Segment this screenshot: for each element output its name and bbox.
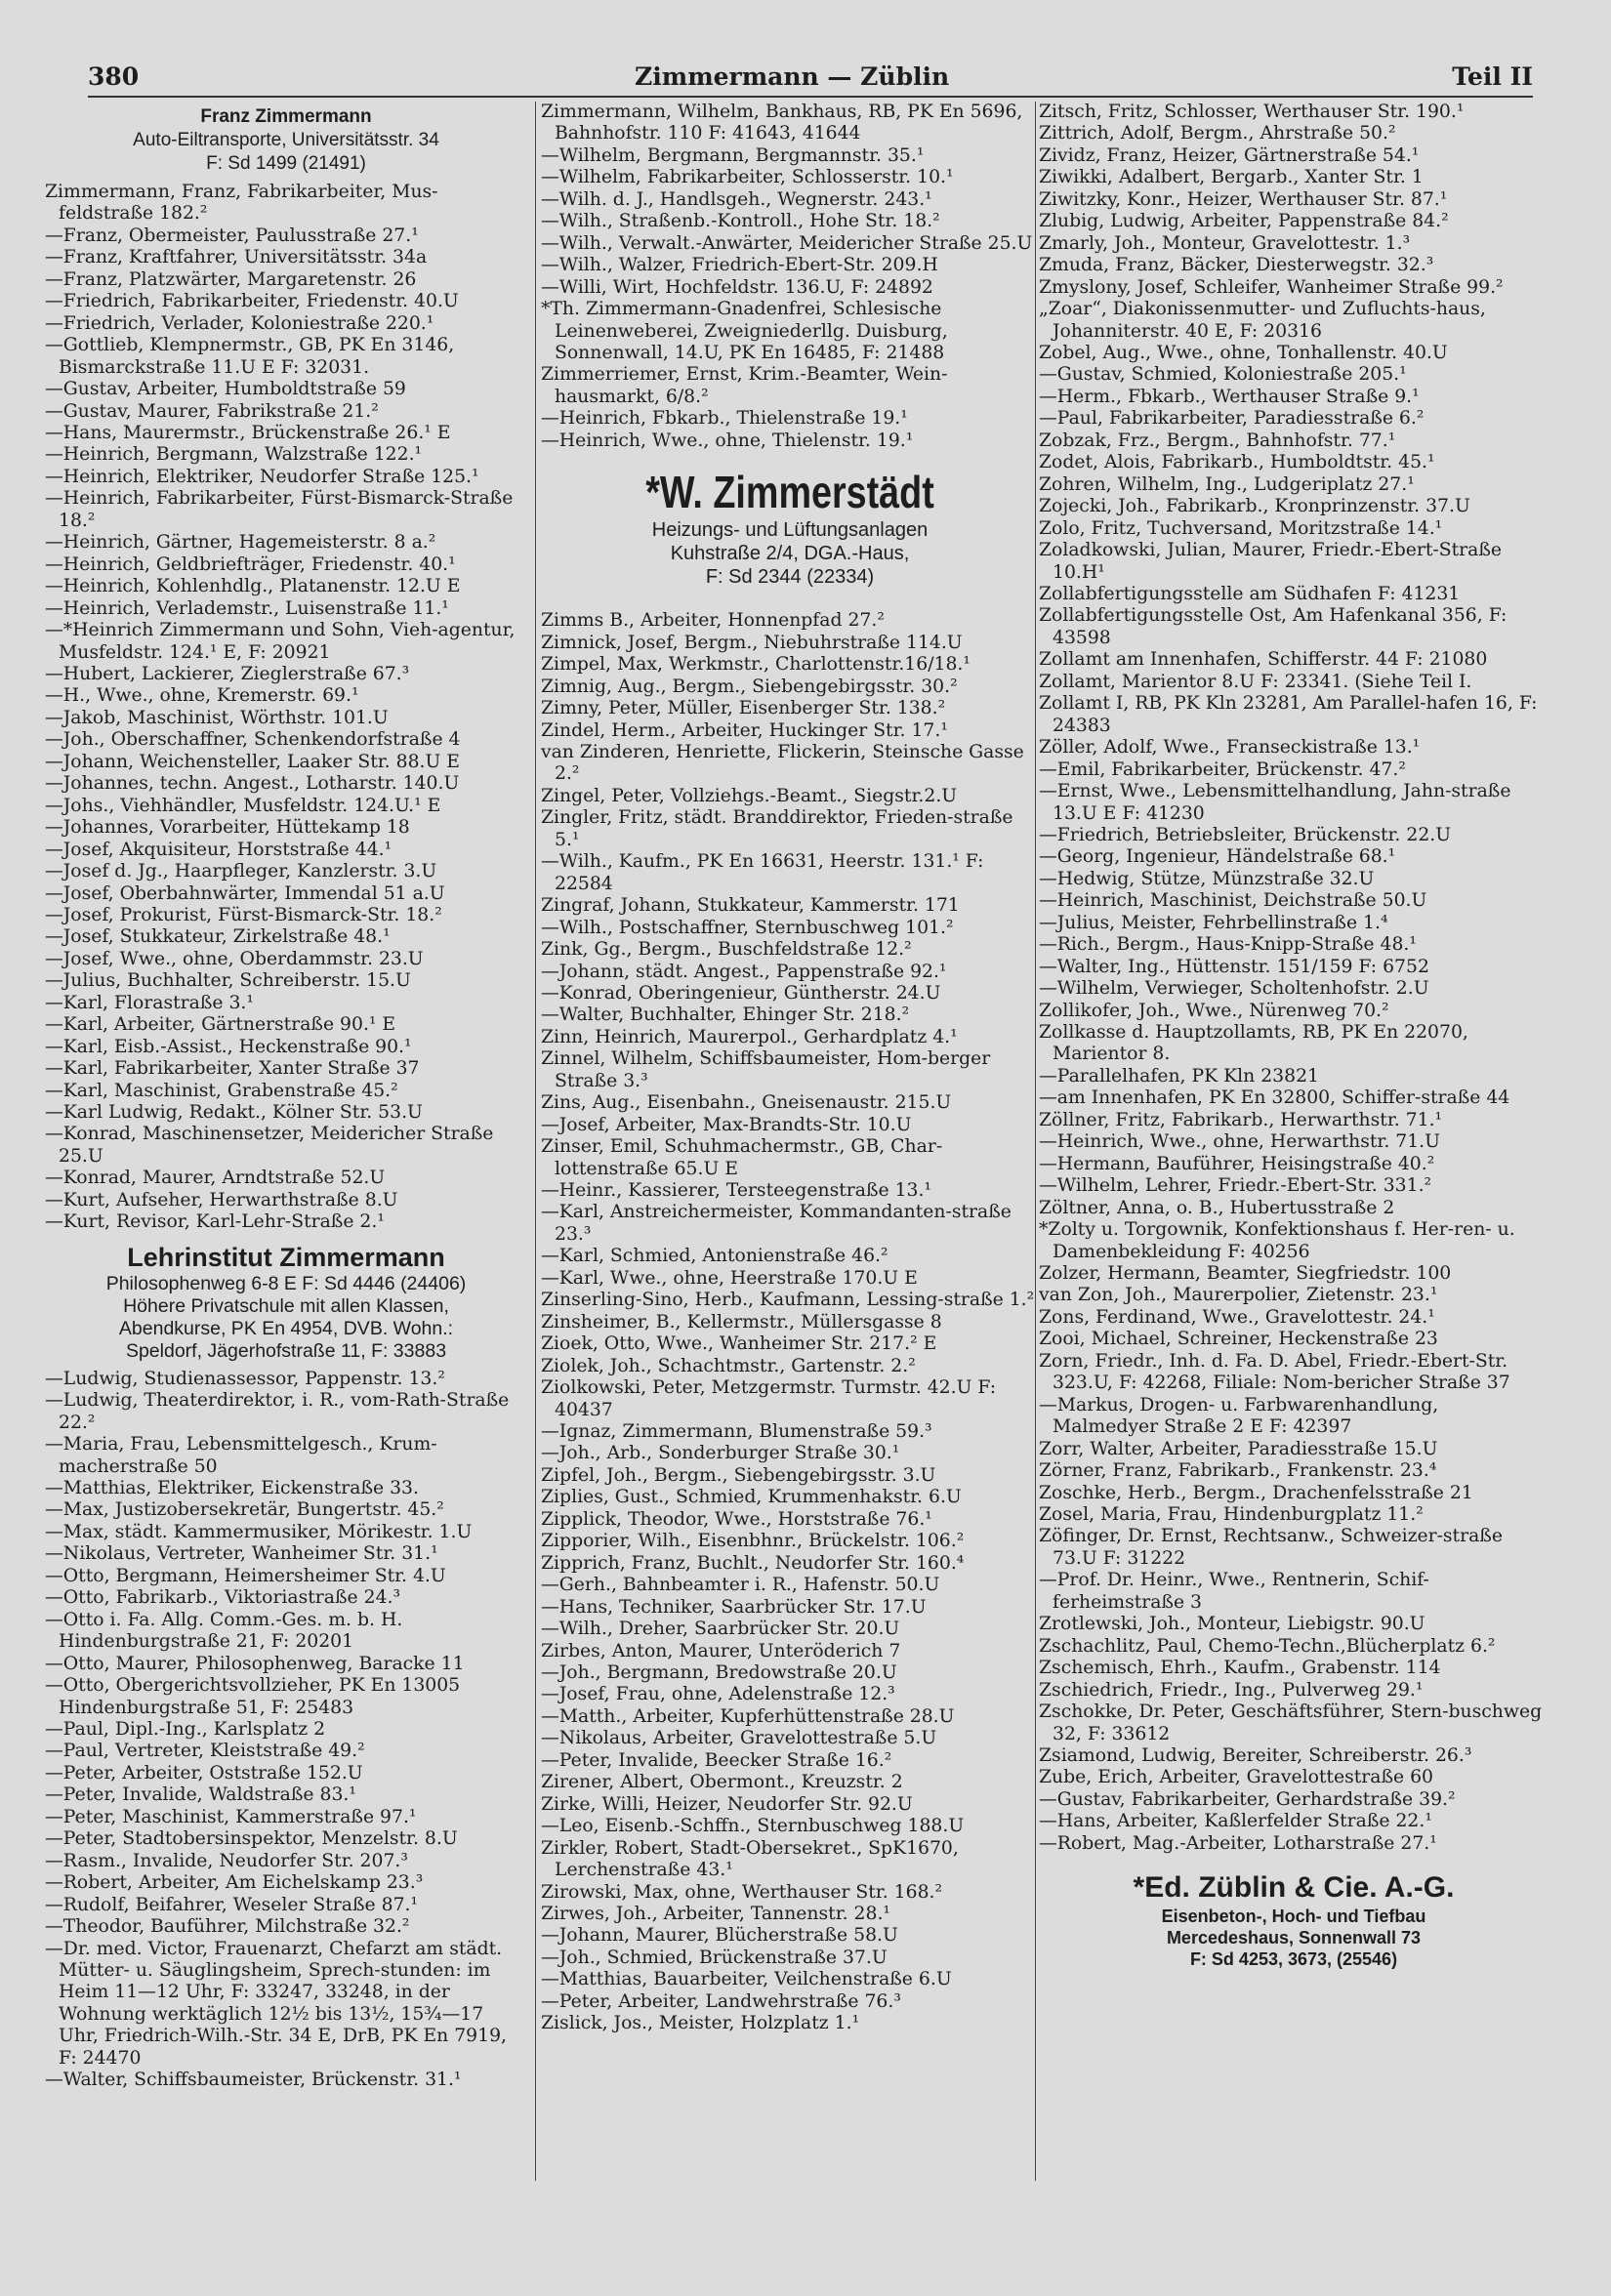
directory-entry: Zipporier, Wilh., Eisenbhnr., Brückelstr. 106.² (541, 1531, 965, 1552)
ad-line: Eisenbeton-, Hoch- und Tiefbau (1161, 1906, 1426, 1927)
directory-entry: Zipfel, Joh., Bergm., Siebengebirgsstr. 3.U (541, 1464, 936, 1486)
directory-entry: Zooi, Michael, Schreiner, Heckenstraße 23 (1039, 1329, 1438, 1350)
directory-entry: —Walter, Schiffsbaumeister, Brückenstr. 31.¹ (45, 2070, 462, 2091)
directory-entry: —Joh., Arb., Sonderburger Straße 30.¹ (541, 1443, 900, 1464)
directory-entry: Zirkler, Robert, Stadt-Obersekret., SpK1670, Lerchenstraße 43.¹ (541, 1837, 959, 1881)
ad-line: Philosophenweg 6-8 E F: Sd 4446 (24406) (105, 1272, 467, 1294)
directory-entry: Zimpel, Max, Werkmstr., Charlottenstr.16/18.¹ (541, 654, 971, 676)
directory-entry: —Peter, Arbeiter, Landwehrstraße 76.³ (541, 1990, 901, 2012)
directory-entry: van Zon, Joh., Maurerpolier, Zietenstr. 23.¹ (1039, 1285, 1438, 1306)
ad-line: F: Sd 1499 (21491) (206, 153, 366, 174)
directory-entry: Zojecki, Joh., Fabrikarb., Kronprinzenstr. 37.U (1039, 496, 1470, 517)
directory-entry: —Otto, Maurer, Philosophenweg, Baracke 11 (45, 1653, 465, 1674)
directory-entry: —Rudolf, Beifahrer, Weseler Straße 87.¹ (45, 1894, 419, 1915)
directory-entry: —Ernst, Wwe., Lebensmittelhandlung, Jahn-straße 13.U E F: 41230 (1039, 781, 1511, 824)
directory-entry: —Paul, Dipl.-Ing., Karlsplatz 2 (45, 1719, 326, 1740)
column-1 (45, 102, 527, 2181)
directory-entries (45, 182, 527, 1234)
directory-entry: Zittrich, Adolf, Bergm., Ahrstraße 50.² (1039, 123, 1396, 144)
directory-entry: Zosel, Maria, Frau, Hindenburgplatz 11.² (1039, 1504, 1424, 1525)
directory-entry: Zrotlewski, Joh., Monteur, Liebigstr. 90.U (1039, 1614, 1425, 1635)
directory-entry: Zimmermann, Franz, Fabrikarbeiter, Mus-feldstraße 182.² (45, 182, 438, 225)
directory-entry: Zmyslony, Josef, Schleifer, Wanheimer Straße 99.² (1039, 276, 1504, 298)
directory-entry: —Matthias, Bauarbeiter, Veilchenstraße 6.U (541, 1969, 952, 1990)
directory-entry: Zollabfertigungsstelle am Südhafen F: 41231 (1039, 583, 1461, 604)
directory-entry: Zinn, Heinrich, Maurerpol., Gerhardplatz 4.¹ (541, 1026, 958, 1047)
directory-entry: —Wilhelm, Fabrikarbeiter, Schlosserstr. 10.¹ (541, 167, 954, 188)
directory-entry: —Ludwig, Studienassessor, Pappenstr. 13.² (45, 1368, 445, 1389)
directory-entry: —Gerh., Bahnbeamter i. R., Hafenstr. 50.U (541, 1575, 940, 1596)
directory-entry: —Wilh. d. J., Handlsgeh., Wegnerstr. 243.¹ (541, 188, 932, 210)
directory-entry: —Wilh., Walzer, Friedrich-Ebert-Str. 209.H (541, 255, 938, 276)
directory-entry: Zollabfertigungsstelle Ost, Am Hafenkanal 356, F: 43598 (1039, 605, 1508, 648)
directory-entry: —Karl, Wwe., ohne, Heerstraße 170.U E (541, 1267, 918, 1289)
directory-entry: —Nikolaus, Arbeiter, Gravelottestraße 5.U (541, 1728, 937, 1749)
directory-entry: —Heinrich, Elektriker, Neudorfer Straße 125.¹ (45, 466, 479, 487)
directory-entry: Zollamt I, RB, PK Kln 23281, Am Parallel-hafen 16, F: 24383 (1039, 693, 1538, 736)
directory-entry: Zimmerriemer, Ernst, Krim.-Beamter, Wein-hausmarkt, 6/8.² (541, 364, 948, 407)
ad-name: *Ed. Züblin & Cie. A.-G. (1133, 1871, 1455, 1905)
directory-entry: Zimms B., Arbeiter, Honnenpfad 27.² (541, 610, 885, 632)
directory-entry: —Wilh., Kaufm., PK En 16631, Heerstr. 131.¹ F: 22584 (541, 851, 984, 894)
ad-line: F: Sd 4253, 3673, (25546) (1189, 1949, 1398, 1970)
directory-entry: —Kurt, Aufseher, Herwarthstraße 8.U (45, 1189, 398, 1210)
directory-entry: —Heinrich, Gärtner, Hagemeisterstr. 8 a.² (45, 532, 436, 554)
directory-entry: Zollamt, Marientor 8.U F: 23341. (Siehe Teil I. (1039, 671, 1472, 692)
directory-entry: Zschemisch, Ehrh., Kaufm., Grabenstr. 114 (1039, 1658, 1441, 1679)
directory-entry: Zoschke, Herb., Bergm., Drachenfelsstraße 21 (1039, 1482, 1473, 1503)
directory-entry: —Johannes, techn. Angest., Lotharstr. 140.U (45, 773, 460, 795)
directory-entry: —Josef, Wwe., ohne, Oberdammstr. 23.U (45, 948, 424, 969)
directory-entry: —Kurt, Revisor, Karl-Lehr-Straße 2.¹ (45, 1211, 385, 1233)
directory-entry: —Peter, Arbeiter, Oststraße 152.U (45, 1762, 363, 1784)
directory-entry: —Joh., Bergmann, Bredowstraße 20.U (541, 1662, 897, 1683)
ad-name: Franz Zimmermann (200, 106, 372, 127)
column-divider (535, 102, 536, 2181)
directory-entry: Zorr, Walter, Arbeiter, Paradiesstraße 15.U (1039, 1438, 1438, 1459)
ad-line: Mercedeshaus, Sonnenwall 73 (1166, 1928, 1422, 1948)
directory-entry: Zirowski, Max, ohne, Werthauser Str. 168.² (541, 1881, 943, 1903)
directory-entry: —Georg, Ingenieur, Händelstraße 68.¹ (1039, 846, 1396, 868)
directory-entry: Zollamt am Innenhafen, Schifferstr. 44 F: 21080 (1039, 649, 1488, 671)
directory-entry: —Wilh., Verwalt.-Anwärter, Meidericher Straße 25.U (541, 232, 1033, 254)
directory-entry: —Herm., Fbkarb., Werthauser Straße 9.¹ (1039, 386, 1420, 407)
directory-entry: —Theodor, Bauführer, Milchstraße 32.² (45, 1916, 410, 1938)
directory-entry: Zioek, Otto, Wwe., Wanheimer Str. 217.² E (541, 1333, 937, 1355)
directory-entry: —Friedrich, Verlader, Koloniestraße 220.¹ (45, 312, 434, 334)
directory-entry: —Konrad, Oberingenieur, Güntherstr. 24.U (541, 982, 941, 1004)
directory-entry: —Heinrich, Fbkarb., Thielenstraße 19.¹ (541, 408, 908, 430)
directory-entry: —Peter, Invalide, Beecker Straße 16.² (541, 1749, 892, 1771)
directory-entry: Zons, Ferdinand, Wwe., Gravelottestr. 24.¹ (1039, 1306, 1435, 1328)
directory-entry: Zipprich, Franz, Buchlt., Neudorfer Str. 160.⁴ (541, 1552, 965, 1574)
advertisement-zimmerstaedt (541, 466, 1039, 589)
ad-line: F: Sd 2344 (22334) (705, 566, 875, 589)
ad-name: *W. Zimmerstädt (645, 467, 934, 518)
directory-entry: —Walter, Buchhalter, Ehinger Str. 218.² (541, 1004, 910, 1026)
directory-entry: —Karl, Anstreichermeister, Kommandanten-straße 23.³ (541, 1202, 1012, 1245)
advertisement-lehrinstitut (45, 1242, 527, 1363)
directory-entry: Zinsheimer, B., Kellermstr., Müllersgasse 8 (541, 1311, 942, 1332)
directory-entry: —Ludwig, Theaterdirektor, i. R., vom-Rath-Straße 22.² (45, 1390, 510, 1433)
directory-entry: —Hubert, Lackierer, Zieglerstraße 67.³ (45, 663, 410, 684)
directory-entry: —Johann, städt. Angest., Pappenstraße 92.¹ (541, 961, 947, 982)
directory-entry: —Heinrich, Kohlenhdlg., Platanenstr. 12.U E (45, 576, 461, 597)
directory-entry: —Wilhelm, Bergmann, Bergmannstr. 35.¹ (541, 144, 925, 166)
directory-entry: —Johann, Maurer, Blücherstraße 58.U (541, 1925, 898, 1947)
directory-entry: —Karl, Schmied, Antonienstraße 46.² (541, 1246, 888, 1267)
column-3 (1039, 102, 1549, 2181)
directory-entry: —Walter, Ing., Hüttenstr. 151/159 F: 6752 (1039, 956, 1429, 977)
directory-entry: —Josef, Stukkateur, Zirkelstraße 48.¹ (45, 926, 391, 948)
directory-entry: —Karl, Florastraße 3.¹ (45, 992, 254, 1013)
directory-entry: —Josef, Akquisiteur, Horststraße 44.¹ (45, 839, 392, 860)
directory-entry: Zöltner, Anna, o. B., Hubertusstraße 2 (1039, 1197, 1395, 1218)
directory-entry: —Otto, Fabrikarb., Viktoriastraße 24.³ (45, 1587, 401, 1609)
directory-entry: —Heinrich, Bergmann, Walzstraße 122.¹ (45, 444, 423, 466)
directory-entry: —Wilh., Straßenb.-Kontroll., Hohe Str. 18.² (541, 211, 940, 232)
directory-entry: —Franz, Kraftfahrer, Universitätsstr. 34a (45, 247, 428, 268)
directory-entry: Zsiamond, Ludwig, Bereiter, Schreiberstr. 26.³ (1039, 1744, 1472, 1766)
directory-entry: Zmuda, Franz, Bäcker, Diesterwegstr. 32.³ (1039, 255, 1434, 276)
advertisement-zueblin (1039, 1870, 1549, 1970)
column-2 (541, 102, 1039, 2181)
directory-entry: —Paul, Fabrikarbeiter, Paradiesstraße 6.² (1039, 408, 1425, 430)
directory-entry: Zorn, Friedr., Inh. d. Fa. D. Abel, Friedr.-Ebert-Str. 323.U, F: 42268, Filiale: Nom-bericher Straße 37 (1039, 1350, 1510, 1394)
directory-entry: —Josef, Frau, ohne, Adelenstraße 12.³ (541, 1684, 895, 1705)
directory-entry: —Heinrich, Wwe., ohne, Thielenstr. 19.¹ (541, 430, 914, 451)
directory-entry: —Prof. Dr. Heinr., Wwe., Rentnerin, Schif-ferheimstraße 3 (1039, 1570, 1429, 1613)
directory-entry: —Max, städt. Kammermusiker, Mörikestr. 1.U (45, 1521, 473, 1542)
directory-entry: —Heinr., Kassierer, Tersteegenstraße 13.¹ (541, 1180, 931, 1202)
directory-entry: Zöller, Adolf, Wwe., Franseckistraße 13.¹ (1039, 737, 1421, 758)
directory-entry: Zschiedrich, Friedr., Ing., Pulverweg 29.¹ (1039, 1679, 1424, 1701)
directory-entry: *Zolty u. Torgownik, Konfektionshaus f. Her-ren- u. Damenbekleidung F: 40256 (1039, 1219, 1515, 1262)
directory-entry: —Wilh., Postschaffner, Sternbuschweg 101.² (541, 917, 954, 938)
directory-entry: Zink, Gg., Bergm., Buschfeldstraße 12.² (541, 939, 912, 961)
directory-entry: —Gustav, Maurer, Fabrikstraße 21.² (45, 400, 379, 422)
directory-entry: Zins, Aug., Eisenbahn., Gneisenaustr. 215.U (541, 1092, 952, 1114)
directory-entry: —Heinrich, Maschinist, Deichstraße 50.U (1039, 890, 1427, 912)
advertisement-franz-zimmermann (45, 105, 527, 176)
directory-entry: Zodet, Alois, Fabrikarb., Humboldtstr. 45.¹ (1039, 452, 1435, 473)
directory-entries (45, 1369, 527, 2092)
directory-entry: —Max, Justizobersekretär, Bungertstr. 45.² (45, 1499, 444, 1521)
directory-entry: Zitsch, Fritz, Schlosser, Werthauser Str. 190.¹ (1039, 102, 1465, 122)
directory-entry: —Franz, Platzwärter, Margaretenstr. 26 (45, 268, 417, 290)
directory-entry: Ziwitzky, Konr., Heizer, Werthauser Str. 87.¹ (1039, 188, 1448, 210)
directory-entry: Zimny, Peter, Müller, Eisenberger Str. 138.² (541, 698, 946, 719)
directory-entry: —Gustav, Fabrikarbeiter, Gerhardstraße 39.² (1039, 1788, 1456, 1810)
directory-entry: Ziwikki, Adalbert, Bergarb., Xanter Str. 1 (1039, 167, 1424, 188)
directory-entry: —Dr. med. Victor, Frauenarzt, Chefarzt am städt. Mütter- u. Säuglingsheim, Sprech-stunden: im Heim 11—12 Uhr, F: 33247, 33248, in der Wohnung werktäglich 12½ bis 13½, 15¾—17 Uhr, Friedrich-Wilh.-Str. 34 E, DrB, PK En 7919, F: 24470 (45, 1938, 507, 2069)
directory-entry: —Robert, Arbeiter, Am Eichelskamp 23.³ (45, 1872, 424, 1894)
directory-entry: —Paul, Vertreter, Kleiststraße 49.² (45, 1741, 365, 1762)
directory-entry: —Karl Ludwig, Redakt., Kölner Str. 53.U (45, 1102, 423, 1124)
directory-entry: Zimnick, Josef, Bergm., Niebuhrstraße 114.U (541, 632, 963, 653)
directory-entry: Zolo, Fritz, Tuchversand, Moritzstraße 14.¹ (1039, 517, 1443, 539)
directory-entry: Zschokke, Dr. Peter, Geschäftsführer, Stern-buschweg 32, F: 33612 (1039, 1702, 1543, 1744)
directory-entry: —Matthias, Elektriker, Eickenstraße 33. (45, 1478, 419, 1499)
directory-entry: —Josef d. Jg., Haarpfleger, Kanzlerstr. 3.U (45, 861, 437, 882)
directory-entry: —Karl, Eisb.-Assist., Heckenstraße 90.¹ (45, 1036, 412, 1057)
directory-entry: —Otto i. Fa. Allg. Comm.-Ges. m. b. H. Hindenburgstraße 21, F: 20201 (45, 1609, 403, 1653)
directory-entry: —Willi, Wirt, Hochfeldstr. 136.U, F: 24892 (541, 276, 933, 298)
ad-line: Abendkurse, PK En 4954, DVB. Wohn.: (118, 1317, 454, 1339)
directory-entry: —Gustav, Arbeiter, Humboldtstraße 59 (45, 379, 406, 400)
directory-entry: Zobzak, Frz., Bergm., Bahnhofstr. 77.¹ (1039, 430, 1396, 451)
directory-entry: Zube, Erich, Arbeiter, Gravelottestraße 60 (1039, 1767, 1433, 1788)
directory-entry: —Johannes, Vorarbeiter, Hüttekamp 18 (45, 817, 410, 839)
directory-entry: —Konrad, Maurer, Arndtstraße 52.U (45, 1168, 386, 1189)
directory-entry: —Nikolaus, Vertreter, Wanheimer Str. 31.¹ (45, 1543, 438, 1565)
directory-entry: Zollkasse d. Hauptzollamts, RB, PK En 22070, Marientor 8. (1039, 1022, 1468, 1065)
directory-entry: —Karl, Arbeiter, Gärtnerstraße 90.¹ E (45, 1014, 396, 1036)
directory-entry: Zöfinger, Dr. Ernst, Rechtsanw., Schweizer-straße 73.U F: 31222 (1039, 1526, 1503, 1569)
directory-entry: Zirwes, Joh., Arbeiter, Tannenstr. 28.¹ (541, 1903, 890, 1924)
directory-entry: Zindel, Herm., Arbeiter, Huckinger Str. 17.¹ (541, 719, 948, 741)
directory-entry: —Heinrich, Verlademstr., Luisenstraße 11.¹ (45, 597, 449, 619)
directory-entry: —Hans, Techniker, Saarbrücker Str. 17.U (541, 1596, 927, 1618)
directory-entry: Zirke, Willi, Heizer, Neudorfer Str. 92.U (541, 1793, 913, 1815)
directory-entry: —Peter, Stadtobersinspektor, Menzelstr. 8.U (45, 1828, 458, 1850)
directory-entries (1039, 102, 1549, 1855)
directory-entry: Zinnel, Wilhelm, Schiffsbaumeister, Hom-berger Straße 3.³ (541, 1048, 991, 1091)
directory-entry: Zolzer, Hermann, Beamter, Siegfriedstr. 100 (1039, 1263, 1452, 1285)
directory-entry: Zollikofer, Joh., Wwe., Nürenweg 70.² (1039, 1000, 1389, 1021)
directory-entry: —Hans, Arbeiter, Kaßlerfelder Straße 22.¹ (1039, 1811, 1432, 1832)
directory-entry: —Leo, Eisenb.-Schffn., Sternbuschweg 188.U (541, 1816, 965, 1837)
directory-entry: Ziplies, Gust., Schmied, Krummenhakstr. 6.U (541, 1487, 962, 1508)
directory-entry: van Zinderen, Henriette, Flickerin, Steinsche Gasse 2.² (541, 741, 1024, 785)
directory-entry: —Joh., Schmied, Brückenstraße 37.U (541, 1947, 888, 1968)
directory-entry: —Johann, Weichensteller, Laaker Str. 88.U E (45, 751, 460, 772)
directory-entry: —Josef, Arbeiter, Max-Brandts-Str. 10.U (541, 1114, 912, 1135)
directory-entry: —Wilhelm, Lehrer, Friedr.-Ebert-Str. 331.² (1039, 1175, 1432, 1197)
directory-entry: —Jakob, Maschinist, Wörthstr. 101.U (45, 707, 389, 728)
ad-line: Kuhstraße 2/4, DGA.-Haus, (670, 543, 910, 565)
directory-entry: —Otto, Obergerichtsvollzieher, PK En 13005 Hindenburgstraße 51, F: 25483 (45, 1675, 461, 1718)
directory-entry: Zörner, Franz, Fabrikarb., Frankenstr. 23.⁴ (1039, 1460, 1437, 1482)
directory-entry: —Johs., Viehhändler, Musfeldstr. 124.U.¹ E (45, 795, 441, 816)
directory-entry: —Karl, Maschinist, Grabenstraße 45.² (45, 1080, 398, 1101)
directory-entry: —Friedrich, Fabrikarbeiter, Friedenstr. 40.U (45, 291, 459, 312)
directory-entry: Zmarly, Joh., Monteur, Gravelottestr. 1.³ (1039, 232, 1411, 254)
directory-entry: —Peter, Invalide, Waldstraße 83.¹ (45, 1784, 356, 1806)
directory-entry: Zirener, Albert, Obermont., Kreuzstr. 2 (541, 1772, 903, 1793)
directory-entry: Zoladkowski, Julian, Maurer, Friedr.-Ebert-Straße 10.H¹ (1039, 540, 1503, 583)
directory-entry: *Th. Zimmermann-Gnadenfrei, Schlesische Leinenweberei, Zweigniederllg. Duisburg, Sonnenwall, 14.U, PK En 16485, F: 21488 (541, 299, 948, 363)
directory-entry: —Heinrich, Fabrikarbeiter, Fürst-Bismarck-Straße 18.² (45, 488, 514, 531)
directory-entry: —H., Wwe., ohne, Kremerstr. 69.¹ (45, 685, 359, 707)
directory-entry: —*Heinrich Zimmermann und Sohn, Vieh-agentur, Musfeldstr. 124.¹ E, F: 20921 (45, 620, 516, 663)
directory-entry: —Rich., Bergm., Haus-Knipp-Straße 48.¹ (1039, 934, 1417, 956)
directory-entry: —Wilh., Dreher, Saarbrücker Str. 20.U (541, 1619, 900, 1640)
directory-entry: Zipplick, Theodor, Wwe., Horststraße 76.¹ (541, 1508, 932, 1530)
directory-entry: Zingel, Peter, Vollziehgs.-Beamt., Siegstr.2.U (541, 785, 958, 806)
directory-entry: Zinser, Emil, Schuhmachermstr., GB, Char-lottenstraße 65.U E (541, 1136, 943, 1179)
directory-entry: Zschachlitz, Paul, Chemo-Techn.,Blücherplatz 6.² (1039, 1635, 1496, 1657)
page-header (88, 61, 1533, 98)
directory-entry: „Zoar“, Diakonissenmutter- und Zufluchts-haus, Johanniterstr. 40 E, F: 20316 (1039, 299, 1486, 342)
directory-entry: —Josef, Prokurist, Fürst-Bismarck-Str. 18.² (45, 904, 442, 925)
directory-entry: —Gottlieb, Klempnermstr., GB, PK En 3146, Bismarckstraße 11.U E F: 32031. (45, 335, 455, 378)
directory-entry: —Franz, Obermeister, Paulusstraße 27.¹ (45, 225, 419, 246)
directory-entry: Zingraf, Johann, Stukkateur, Kammerstr. 171 (541, 895, 960, 917)
running-title: Zimmermann — Züblin (635, 62, 950, 91)
directory-entry: —Ignaz, Zimmermann, Blumenstraße 59.³ (541, 1421, 932, 1443)
directory-entry: —Friedrich, Betriebsleiter, Brückenstr. 22.U (1039, 824, 1452, 845)
directory-entries (541, 610, 1039, 2034)
directory-entry: —Hans, Maurermstr., Brückenstraße 26.¹ E (45, 422, 451, 443)
directory-entry: Zislick, Jos., Meister, Holzplatz 1.¹ (541, 2013, 860, 2034)
directory-entry: Zividz, Franz, Heizer, Gärtnerstraße 54.¹ (1039, 144, 1420, 166)
directory-entry: Zobel, Aug., Wwe., ohne, Tonhallenstr. 40.U (1039, 342, 1448, 363)
directory-entry: Zinserling-Sino, Herb., Kaufmann, Lessing-straße 1.² (541, 1290, 1035, 1311)
directory-entry: —Heinrich, Geldbriefträger, Friedenstr. 40.¹ (45, 554, 456, 575)
directory-entry: —Otto, Bergmann, Heimersheimer Str. 4.U (45, 1565, 446, 1586)
part-label: Teil II (1452, 62, 1533, 91)
directory-entry: Ziolkowski, Peter, Metzgermstr. Turmstr. 42.U F: 40437 (541, 1377, 997, 1420)
directory-entry: —Julius, Buchhalter, Schreiberstr. 15.U (45, 970, 411, 992)
directory-entry: Zirbes, Anton, Maurer, Unteröderich 7 (541, 1640, 901, 1661)
directory-entry: —Julius, Meister, Fehrbellinstraße 1.⁴ (1039, 912, 1388, 933)
directory-entry: —Joh., Oberschaffner, Schenkendorfstraße 4 (45, 729, 461, 751)
directory-entry: —Hermann, Bauführer, Heisingstraße 40.² (1039, 1153, 1435, 1174)
ad-line: Auto-Eiltransporte, Universitätsstr. 34 (133, 130, 439, 150)
directory-entry: —Peter, Maschinist, Kammerstraße 97.¹ (45, 1806, 417, 1827)
directory-entry: —Matth., Arbeiter, Kupferhüttenstraße 28.U (541, 1705, 955, 1727)
directory-entry: —Gustav, Schmied, Koloniestraße 205.¹ (1039, 364, 1407, 386)
directory-entry: Zöllner, Fritz, Fabrikarb., Herwarthstr. 71.¹ (1039, 1109, 1443, 1130)
ad-line: Speldorf, Jägerhofstraße 11, F: 33883 (125, 1339, 447, 1362)
directory-entry: —Hedwig, Stütze, Münzstraße 32.U (1039, 868, 1375, 889)
directory-entry: Zimnig, Aug., Bergm., Siebengebirgsstr. 30.² (541, 676, 958, 697)
page-number: 380 (88, 62, 140, 91)
directory-entry: —Wilhelm, Verwieger, Scholtenhofstr. 2.U (1039, 978, 1429, 1000)
directory-entry: —Parallelhafen, PK Kln 23821 (1039, 1065, 1319, 1086)
ad-line: Höhere Privatschule mit allen Klassen, (123, 1294, 449, 1317)
directory-entry: —Josef, Oberbahnwärter, Immendal 51 a.U (45, 882, 445, 904)
directory-entry: —Maria, Frau, Lebensmittelgesch., Krum-macherstraße 50 (45, 1434, 437, 1477)
directory-entry: —Konrad, Maschinensetzer, Meidericher Straße 25.U (45, 1124, 494, 1167)
directory-entry: —Markus, Drogen- u. Farbwarenhandlung, Malmedyer Straße 2 E F: 42397 (1039, 1394, 1439, 1438)
directory-entry: Ziolek, Joh., Schachtmstr., Gartenstr. 2.² (541, 1355, 916, 1376)
directory-entry: —Karl, Fabrikarbeiter, Xanter Straße 37 (45, 1058, 420, 1080)
directory-entry: Zlubig, Ludwig, Arbeiter, Pappenstraße 84.² (1039, 211, 1449, 232)
directory-entry: —Emil, Fabrikarbeiter, Brückenstr. 47.² (1039, 758, 1406, 780)
directory-entry: —am Innenhafen, PK En 32800, Schiffer-straße 44 (1039, 1087, 1510, 1109)
directory-entry: Zingler, Fritz, städt. Branddirektor, Frieden-straße 5.¹ (541, 807, 1013, 850)
directory-entry: —Rasm., Invalide, Neudorfer Str. 207.³ (45, 1850, 408, 1871)
directory-entry: Zimmermann, Wilhelm, Bankhaus, RB, PK En 5696, Bahnhofstr. 110 F: 41643, 41644 (541, 102, 1023, 144)
ad-name: Lehrinstitut Zimmermann (127, 1242, 445, 1272)
directory-entry: Zohren, Wilhelm, Ing., Ludgeriplatz 27.¹ (1039, 473, 1415, 495)
directory-entries (541, 102, 1039, 452)
ad-line: Heizungs- und Lüftungsanlagen (651, 519, 929, 542)
directory-entry: —Heinrich, Wwe., ohne, Herwarthstr. 71.U (1039, 1131, 1440, 1153)
directory-entry: —Robert, Mag.-Arbeiter, Lotharstraße 27.¹ (1039, 1832, 1437, 1854)
